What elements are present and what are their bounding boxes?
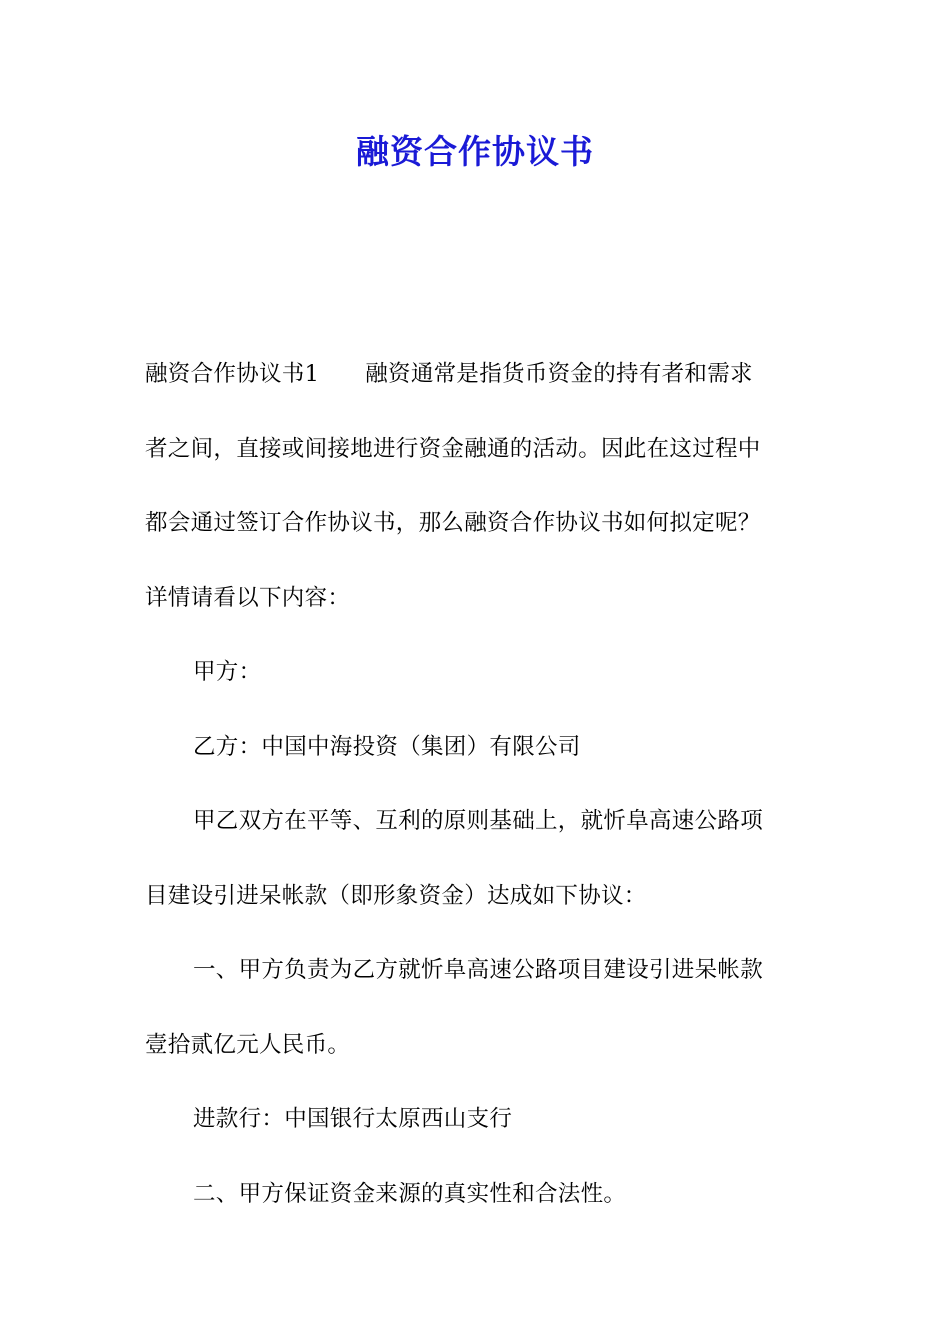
- clause-2-line: 二、甲方保证资金来源的真实性和合法性。: [193, 1180, 627, 1207]
- agreement-intro-line-2: 目建设引进呆帐款（即形象资金）达成如下协议：: [145, 882, 647, 909]
- receiving-bank-line: 进款行：中国银行太原西山支行: [193, 1106, 513, 1132]
- document-title: 融资合作协议书: [356, 132, 594, 171]
- clause-1-line-2: 壹拾贰亿元人民币。: [145, 1031, 351, 1058]
- body-line-1: [145, 337, 810, 412]
- clause-1-line-1: 一、甲方负责为乙方就忻阜高速公路项目建设引进呆帐款: [193, 957, 764, 983]
- party-b-line: 乙方：中国中海投资（集团）有限公司: [193, 733, 581, 760]
- body-line-3: 都会通过签订合作协议书，那么融资合作协议书如何拟定呢？: [145, 510, 761, 536]
- agreement-intro-line-1: 甲乙双方在平等、互利的原则基础上，就忻阜高速公路项: [193, 808, 764, 834]
- document-body: [145, 337, 810, 1231]
- party-a-line: 甲方：: [193, 659, 262, 685]
- body-line-2: 者之间，直接或间接地进行资金融通的活动。因此在这过程中: [145, 435, 761, 462]
- body-line-4: 详情请看以下内容：: [145, 584, 351, 611]
- section-heading: 融资合作协议书1: [145, 361, 320, 387]
- intro-text: 融资通常是指货币资金的持有者和需求: [365, 361, 753, 387]
